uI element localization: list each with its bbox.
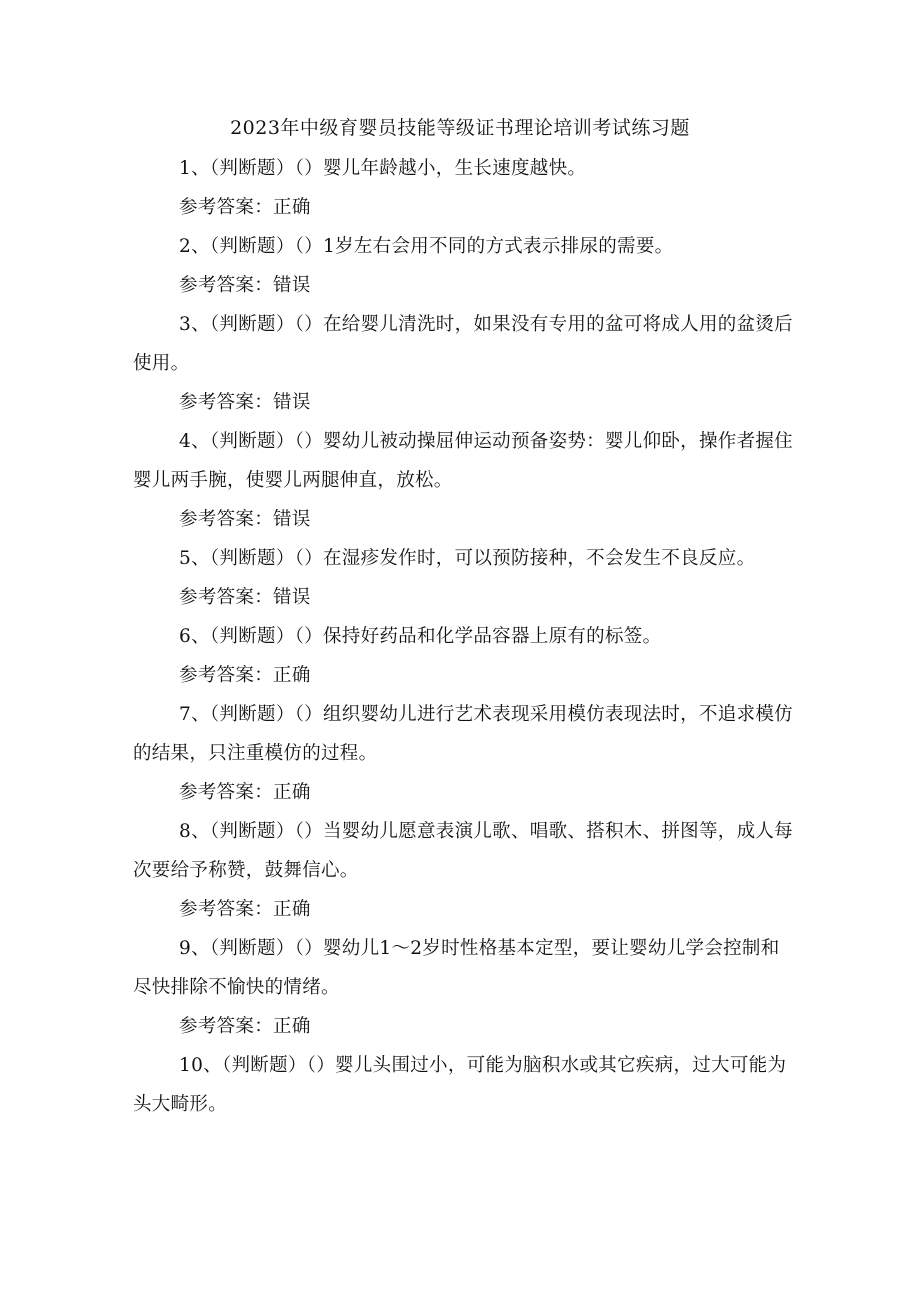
answer-value: 错误 [273,275,311,296]
question-item [133,539,798,617]
answer-prefix: 参考答案： [179,509,274,530]
question-text: 6、（判断题）（）保持好药品和化学品容器上原有的标签。 [179,626,662,647]
question-list [133,149,798,1124]
answer-prefix: 参考答案： [179,665,274,686]
answer-value: 错误 [273,509,311,530]
question-text: 8、（判断题）（）当婴幼儿愿意表演儿歌、唱歌、搭积木、拼图等，成人每次要给予称赞，鼓舞信心。 [133,821,793,881]
question-item [133,1046,798,1124]
question-item [133,929,798,1046]
question-item [133,422,798,539]
answer-value: 错误 [273,392,311,413]
answer-value: 正确 [273,1016,311,1037]
answer-prefix: 参考答案： [179,899,274,920]
answer-value: 正确 [273,899,311,920]
question-text: 3、（判断题）（）在给婴儿清洗时，如果没有专用的盆可将成人用的盆烫后使用。 [133,314,793,374]
answer-prefix: 参考答案： [179,197,274,218]
question-text: 1、（判断题）（）婴儿年龄越小，生长速度越快。 [179,158,587,179]
question-item [133,812,798,929]
answer-prefix: 参考答案： [179,587,274,608]
answer-prefix: 参考答案： [179,782,274,803]
question-item [133,617,798,695]
answer-line [133,1007,798,1046]
question-text: 2、（判断题）（）1岁左右会用不同的方式表示排尿的需要。 [179,236,674,257]
answer-value: 正确 [273,782,311,803]
answer-line [133,578,798,617]
answer-line [133,266,798,305]
answer-prefix: 参考答案： [179,275,274,296]
question-item [133,227,798,305]
question-text: 5、（判断题）（）在湿疹发作时，可以预防接种，不会发生不良反应。 [179,548,756,569]
answer-value: 正确 [273,197,311,218]
answer-line [133,500,798,539]
answer-line [133,773,798,812]
answer-line [133,188,798,227]
question-item [133,149,798,227]
answer-line [133,656,798,695]
question-text: 10、（判断题）（）婴儿头围过小，可能为脑积水或其它疾病，过大可能为头大畸形。 [133,1055,787,1115]
answer-value: 正确 [273,665,311,686]
question-item [133,305,798,422]
question-text: 7、（判断题）（）组织婴幼儿进行艺术表现采用模仿表现法时，不追求模仿的结果，只注重模仿的过程。 [133,704,793,764]
answer-line [133,890,798,929]
document-title: 2023年中级育婴员技能等级证书理论培训考试练习题 [230,117,690,139]
answer-prefix: 参考答案： [179,1016,274,1037]
answer-line [133,383,798,422]
question-item [133,695,798,812]
question-text: 9、（判断题）（）婴幼儿1～2岁时性格基本定型，要让婴幼儿学会控制和尽快排除不愉快的情绪。 [133,938,780,998]
answer-value: 错误 [273,587,311,608]
answer-prefix: 参考答案： [179,392,274,413]
question-text: 4、（判断题）（）婴幼儿被动操屈伸运动预备姿势：婴儿仰卧，操作者握住婴儿两手腕，使婴儿两腿伸直，放松。 [133,431,793,491]
